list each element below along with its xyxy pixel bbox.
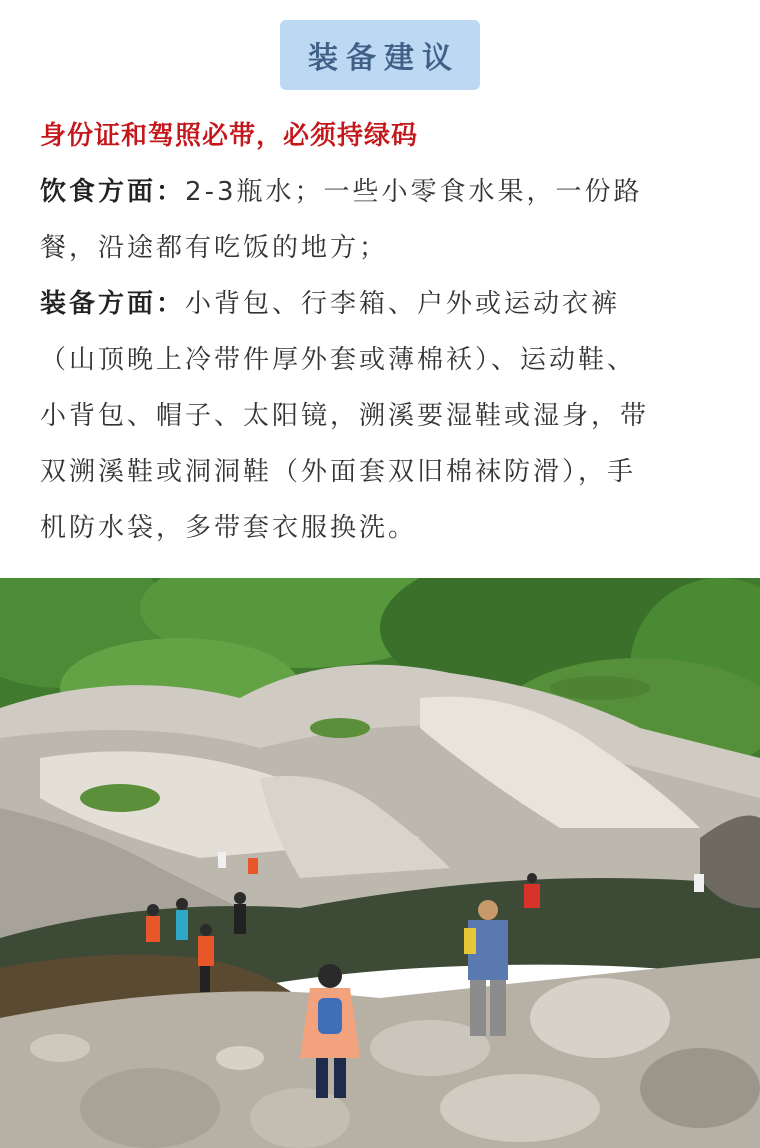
food-line-2: 餐，沿途都有吃饭的地方； <box>40 233 389 263</box>
section-title: 装备建议 <box>280 20 480 90</box>
food-colon: ： <box>156 177 186 207</box>
id-notice: 身份证和驾照必带，必须持绿码 <box>40 121 419 151</box>
title-wrap <box>0 20 760 90</box>
advice-content <box>40 108 724 556</box>
food-text-1: 2-3瓶水；一些小零食水果，一份路 <box>185 177 643 207</box>
gear-line-3: 小背包、帽子、太阳镜，溯溪要湿鞋或湿身，带 <box>40 401 650 431</box>
gear-line-1 <box>40 276 724 332</box>
hiker-blue-shirt <box>464 900 508 1036</box>
gear-line-5: 机防水袋，多带套衣服换洗。 <box>40 513 418 543</box>
food-label: 饮食方面 <box>40 177 157 207</box>
gear-text-1: 小背包、行李箱、户外或运动衣裤 <box>185 289 621 319</box>
stream-trek-photo <box>0 578 760 1148</box>
gear-line-2: （山顶晚上冷带件厚外套或薄棉袄）、运动鞋、 <box>40 345 637 375</box>
gear-label: 装备方面 <box>40 289 157 319</box>
gear-line-4: 双溯溪鞋或洞洞鞋（外面套双旧棉袜防滑），手 <box>40 457 637 487</box>
gear-colon: ： <box>156 289 186 319</box>
food-line-1 <box>40 164 724 220</box>
stream-trek-illustration <box>0 578 760 1148</box>
